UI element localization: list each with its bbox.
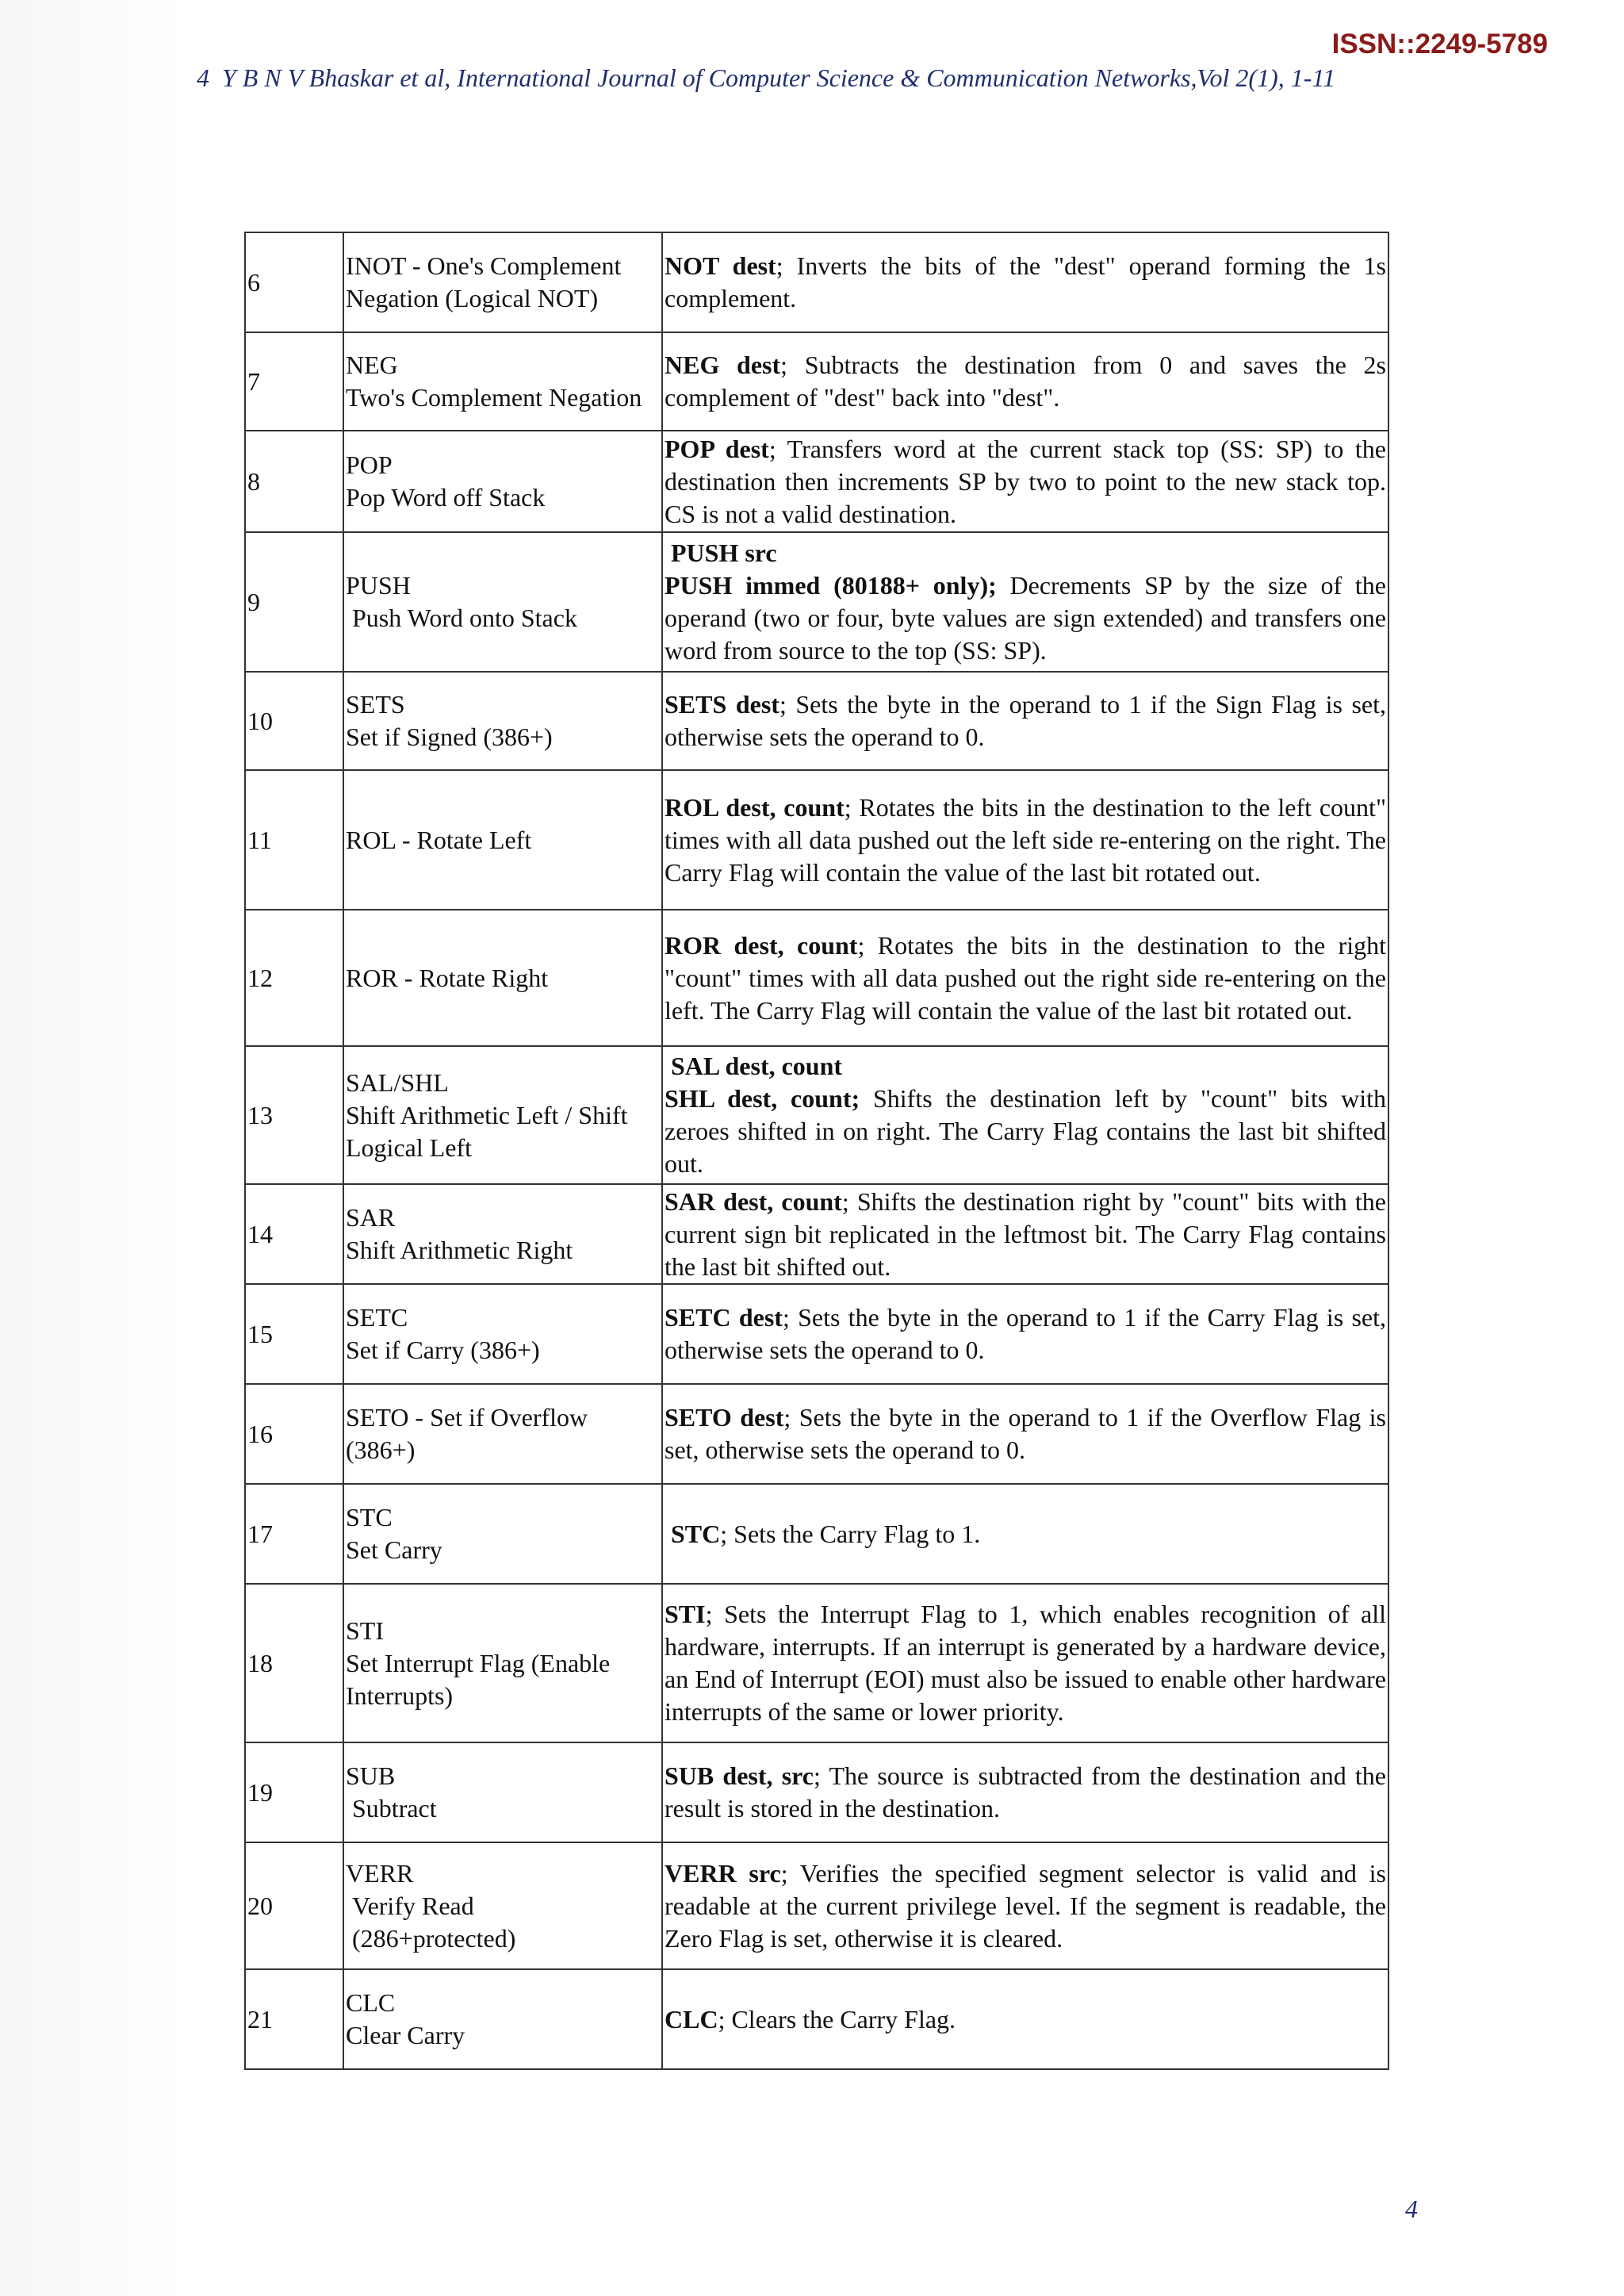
instruction-description	[665, 930, 1386, 1027]
instruction-syntax: NOT dest	[665, 251, 776, 280]
row-number: 20	[245, 1842, 343, 1969]
instruction-name: ROR - Rotate Right	[346, 963, 549, 992]
instruction-explanation: ; Clears the Carry Flag.	[718, 2004, 956, 2033]
instruction-name-cell	[343, 1046, 662, 1184]
table-row	[245, 1742, 1388, 1842]
instruction-name: SUB Subtract	[346, 1761, 437, 1823]
instruction-name-cell	[343, 1969, 662, 2069]
row-number: 9	[245, 532, 343, 672]
row-number: 15	[245, 1284, 343, 1384]
instruction-explanation: ; Verifies the specified segment selector is valid and is readable at the current privilege level. If the segment is readable, the Zero Flag is set, otherwise it is cleared.	[665, 1858, 1387, 1953]
instruction-description-cell	[662, 532, 1388, 672]
instruction-explanation: ; Sets the byte in the operand to 1 if the Carry Flag is set, otherwise sets the operand to 0.	[665, 1303, 1387, 1364]
page-number: 4	[1405, 2194, 1418, 2223]
instruction-name-cell	[343, 1742, 662, 1842]
instruction-name-cell	[343, 1184, 662, 1284]
table-row	[245, 431, 1388, 532]
instruction-syntax: SETC dest	[665, 1303, 783, 1332]
instruction-explanation: ; Shifts the destination right by "count" bits with the current sign bit replicated in the leftmost bit. The Carry Flag contains the last bit shifted out.	[665, 1186, 1387, 1281]
instruction-description	[665, 792, 1386, 889]
issn-label: ISSN::2249-5789	[1331, 29, 1548, 59]
instruction-name: SAL/SHL Shift Arithmetic Left / Shift Logical Left	[346, 1068, 628, 1162]
instruction-explanation: ; Sets the Interrupt Flag to 1, which enables recognition of all hardware, interrupts. If an interrupt is generated by a hardware device, an End of Interrupt (EOI) must also be issued to enable other hardware interrupts of the same or lower priority.	[665, 1600, 1386, 1726]
instruction-name: PUSH Push Word onto Stack	[346, 571, 577, 632]
instruction-explanation: ; Sets the byte in the operand to 1 if the Overflow Flag is set, otherwise sets the operand to 0.	[665, 1403, 1387, 1464]
instruction-explanation: Decrements SP by the size of the operand (two or four, byte values are sign extended) and transfers one word from source to the top (SS: SP).	[665, 571, 1387, 665]
instruction-name: STC Set Carry	[346, 1503, 442, 1564]
instruction-description	[665, 349, 1386, 414]
instruction-description	[665, 250, 1386, 315]
instruction-syntax: VERR src	[665, 1858, 781, 1888]
instruction-name-cell	[343, 1584, 662, 1742]
row-number: 6	[245, 232, 343, 332]
instruction-syntax: SAR dest, count	[665, 1186, 842, 1216]
row-number: 18	[245, 1584, 343, 1742]
instruction-syntax: ROR dest, count	[665, 930, 858, 960]
instruction-name: STI Set Interrupt Flag (Enable Interrupts)	[346, 1616, 611, 1710]
table-row	[245, 332, 1388, 431]
running-head	[197, 63, 1335, 93]
instruction-description	[665, 537, 1386, 667]
instruction-name: VERR Verify Read (286+protected)	[346, 1858, 516, 1953]
instruction-description-cell	[662, 1842, 1388, 1969]
instruction-name-cell	[343, 770, 662, 910]
row-number: 7	[245, 332, 343, 431]
instruction-explanation: Shifts the destination left by "count" bits with zeroes shifted in on right. The Carry Flag contains the last bit shifted out.	[665, 1084, 1387, 1178]
table-row	[245, 1284, 1388, 1384]
running-head-citation: Y B N V Bhaskar et al, International Journal of Computer Science & Communication Networks,Vol 2(1), 1-11	[222, 63, 1336, 92]
row-number: 10	[245, 672, 343, 770]
instruction-syntax: STC	[665, 1519, 721, 1548]
row-number: 13	[245, 1046, 343, 1184]
instruction-explanation: ; Rotates the bits in the destination to the left count" times with all data pushed out the left side re-entering on the right. The Carry Flag will contain the value of the last bit rotated out.	[665, 792, 1386, 887]
instruction-description-cell	[662, 1184, 1388, 1284]
instruction-name: NEG Two's Complement Negation	[346, 351, 642, 412]
instruction-name: SAR Shift Arithmetic Right	[346, 1203, 573, 1264]
instruction-description	[665, 2003, 1386, 2036]
table-row	[245, 672, 1388, 770]
table-row	[245, 770, 1388, 910]
instruction-description-cell	[662, 1584, 1388, 1742]
instruction-name: ROL - Rotate Left	[346, 825, 532, 854]
instruction-explanation: ; Subtracts the destination from 0 and saves the 2s complement of "dest" back into "dest".	[665, 351, 1387, 412]
instruction-description-cell	[662, 1384, 1388, 1484]
table-row	[245, 1484, 1388, 1584]
instruction-description-cell	[662, 1284, 1388, 1384]
instruction-name: SETC Set if Carry (386+)	[346, 1303, 540, 1364]
instruction-explanation: ; Sets the Carry Flag to 1.	[720, 1519, 981, 1548]
instruction-description-cell	[662, 672, 1388, 770]
instruction-description	[665, 688, 1386, 753]
row-number: 19	[245, 1742, 343, 1842]
instruction-name-cell	[343, 232, 662, 332]
instruction-description-cell	[662, 332, 1388, 431]
instruction-name: SETS Set if Signed (386+)	[346, 690, 553, 751]
instruction-syntax: CLC	[665, 2004, 718, 2033]
instruction-description	[665, 1598, 1386, 1728]
instruction-description-cell	[662, 232, 1388, 332]
instruction-name: POP Pop Word off Stack	[346, 450, 546, 512]
row-number: 21	[245, 1969, 343, 2069]
instruction-name-cell	[343, 672, 662, 770]
instruction-syntax: STI	[665, 1600, 706, 1628]
page-margin-shade	[0, 0, 186, 2296]
instruction-explanation: ; Transfers word at the current stack top (SS: SP) to the destination then increments SP by two to point to the new stack top. CS is not a valid destination.	[665, 434, 1387, 528]
instruction-name: INOT - One's Complement Negation (Logical NOT)	[346, 251, 628, 312]
instruction-syntax: POP dest	[665, 434, 769, 463]
instruction-syntax: NEG dest	[665, 351, 781, 379]
table-row	[245, 232, 1388, 332]
instruction-description	[665, 1050, 1386, 1180]
instruction-description-cell	[662, 770, 1388, 910]
instruction-explanation: ; Rotates the bits in the destination to the right "count" times with all data pushed out the right side re-entering on the left. The Carry Flag will contain the value of the last bit rotated out.	[665, 930, 1386, 1025]
instruction-description-cell	[662, 910, 1388, 1046]
row-number: 14	[245, 1184, 343, 1284]
table-row	[245, 1184, 1388, 1284]
table-row	[245, 910, 1388, 1046]
instruction-syntax: SETS dest	[665, 690, 779, 719]
row-number: 12	[245, 910, 343, 1046]
row-number: 11	[245, 770, 343, 910]
instruction-description	[665, 433, 1386, 531]
instruction-description-cell	[662, 431, 1388, 532]
instruction-name-cell	[343, 332, 662, 431]
instruction-name: SETO - Set if Overflow (386+)	[346, 1403, 595, 1464]
instruction-description-cell	[662, 1046, 1388, 1184]
instruction-syntax: ROL dest, count	[665, 792, 845, 822]
row-number: 17	[245, 1484, 343, 1584]
instruction-description-cell	[662, 1742, 1388, 1842]
instruction-description-cell	[662, 1484, 1388, 1584]
instruction-syntax: SUB dest, src	[665, 1761, 814, 1790]
instruction-explanation: ; Sets the byte in the operand to 1 if the Sign Flag is set, otherwise sets the operand to 0.	[665, 690, 1387, 751]
instruction-description-cell	[662, 1969, 1388, 2069]
instruction-name-cell	[343, 1842, 662, 1969]
instruction-syntax: SETO dest	[665, 1403, 784, 1432]
instruction-description	[665, 1518, 1386, 1550]
instruction-name-cell	[343, 532, 662, 672]
instruction-description	[665, 1857, 1386, 1955]
instruction-description	[665, 1760, 1386, 1825]
table-row	[245, 1969, 1388, 2069]
instruction-syntax: SAL dest, count SHL dest, count;	[665, 1052, 860, 1113]
instruction-syntax: PUSH src PUSH immed (80188+ only);	[665, 539, 997, 600]
instruction-name-cell	[343, 1484, 662, 1584]
table-row	[245, 1384, 1388, 1484]
table-row	[245, 532, 1388, 672]
instruction-description	[665, 1186, 1386, 1283]
instruction-name-cell	[343, 1284, 662, 1384]
running-head-page: 4	[197, 63, 209, 92]
row-number: 16	[245, 1384, 343, 1484]
instruction-name-cell	[343, 1384, 662, 1484]
instruction-name-cell	[343, 910, 662, 1046]
instruction-explanation: ; Inverts the bits of the "dest" operand forming the 1s complement.	[665, 251, 1387, 312]
instruction-description	[665, 1401, 1386, 1466]
table-row	[245, 1046, 1388, 1184]
table-row	[245, 1842, 1388, 1969]
table-row	[245, 1584, 1388, 1742]
instruction-name: CLC Clear Carry	[346, 1988, 465, 2049]
instruction-description	[665, 1301, 1386, 1366]
instruction-name-cell	[343, 431, 662, 532]
instruction-table	[244, 232, 1389, 2070]
instruction-explanation: ; The source is subtracted from the destination and the result is stored in the destination.	[665, 1761, 1387, 1823]
row-number: 8	[245, 431, 343, 532]
